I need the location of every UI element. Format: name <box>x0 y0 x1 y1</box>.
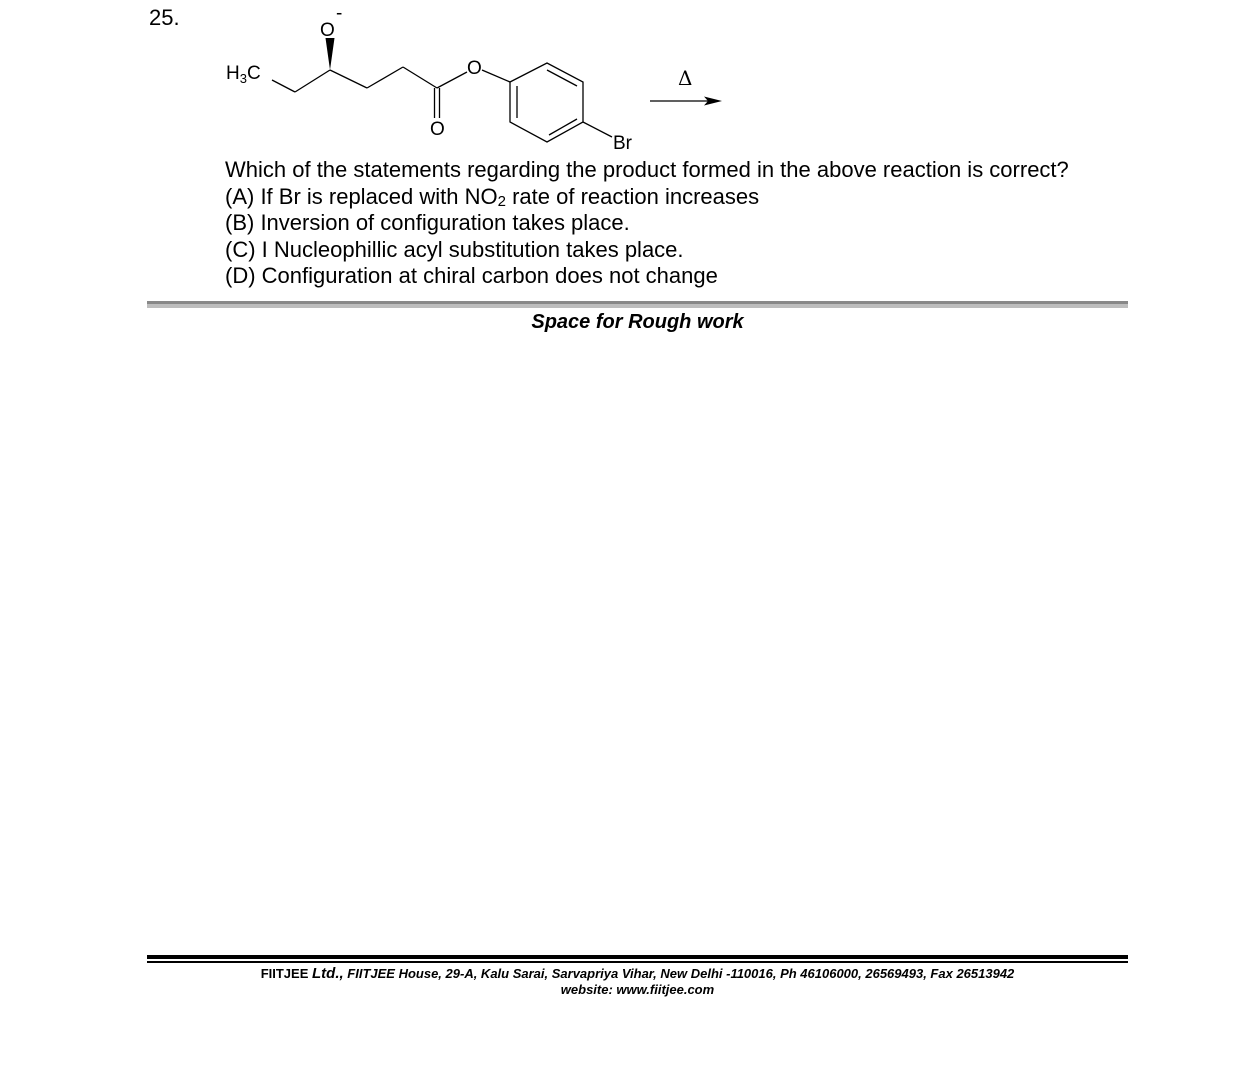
footer-ltd: Ltd., <box>312 965 344 982</box>
footer <box>147 966 1128 998</box>
footer-address-line <box>147 966 1128 982</box>
alkoxide-charge-label: - <box>336 8 343 24</box>
reaction-scheme <box>215 8 735 158</box>
separator-rule-shadow <box>147 304 1128 308</box>
carbonyl-oxygen-label: O <box>430 119 445 140</box>
question-stem: Which of the statements regarding the product formed in the above reaction is correct? <box>225 157 1069 182</box>
option-b: (B) Inversion of configuration takes place. <box>225 210 630 235</box>
option-a <box>225 184 1185 211</box>
option-a-text-2: rate of reaction increases <box>505 183 760 209</box>
option-c: (C) I Nucleophillic acyl substitution takes place. <box>225 236 684 262</box>
bond-c5-c6 <box>403 67 437 88</box>
bond-ch3-c2 <box>272 80 295 92</box>
bond-c2-c3 <box>295 70 330 92</box>
bond-oester-ring <box>482 70 510 82</box>
bond-c6-oester <box>437 72 467 88</box>
question-number: 25. <box>149 5 180 30</box>
option-a-text-1: (A) If Br is replaced with NO <box>225 183 498 209</box>
footer-website: website: www.fiitjee.com <box>560 982 715 997</box>
bond-c4-c5 <box>367 67 403 88</box>
bromine-label: Br <box>613 133 632 154</box>
heat-symbol: Δ <box>678 66 693 90</box>
methyl-label: $H_3C$ <box>226 63 261 86</box>
footer-rule-thick <box>147 955 1128 959</box>
wedge-bond-c3-o <box>326 38 335 70</box>
ester-oxygen-label: O <box>467 58 482 79</box>
bond-ring-br <box>583 122 612 137</box>
ring-double-2 <box>547 70 577 86</box>
question-body <box>225 157 1185 290</box>
alkoxide-oxygen-label: O <box>320 20 335 41</box>
benzene-ring <box>510 63 583 142</box>
footer-address: FIITJEE House, 29-A, Kalu Sarai, Sarvapriya Vihar, New Delhi -110016, Ph 46106000, 26569493, Fax 26513942 <box>343 966 1015 981</box>
bond-c3-c4 <box>330 70 367 88</box>
footer-rule-thin <box>147 961 1128 963</box>
option-d: (D) Configuration at chiral carbon does not change <box>225 263 718 288</box>
option-a-subscript: 2 <box>497 192 506 210</box>
footer-brand: FIITJEE <box>260 966 309 981</box>
rough-work-heading: Space for Rough work <box>531 311 744 333</box>
